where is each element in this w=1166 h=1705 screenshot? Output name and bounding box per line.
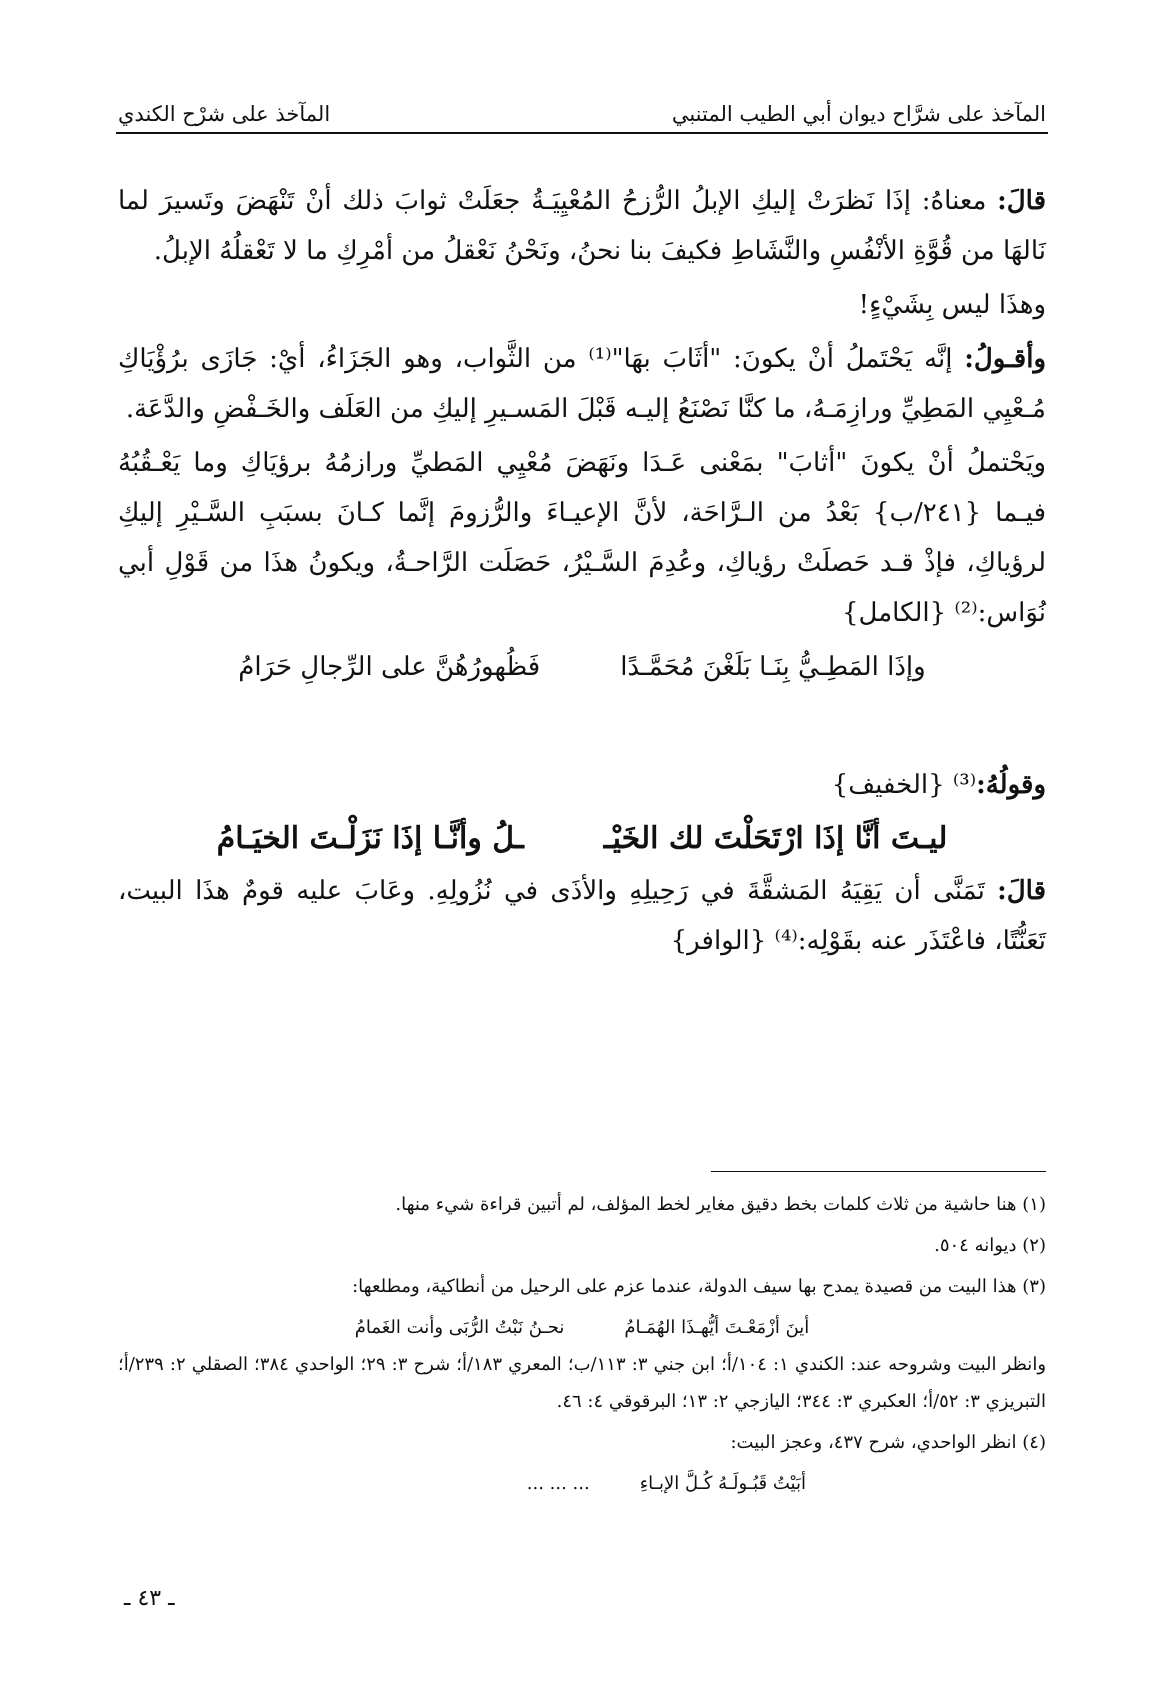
paragraph-text: معناهُ: إذَا نَظرَتْ إليكِ الإبلُ الرُّزحُ المُعْيِيَـةُ جعَلَتْ ثوابَ ذلك أنْ تَنْهَضَ وتَسيرَ لما نَالهَا من قُوَّةِ الأنْفُسِ والنَّشَاطِ فكيفَ بنا نحنُ، ونَحْنُ نَعْقلُ من أمْرِكِ ما لا تَعْقلُهُ الإبلُ. [118, 186, 1046, 266]
paragraph-text: ويَحْتملُ أنْ يكونَ "أثابَ" بمَعْنى عَـدَا ونَهَضَ مُعْيِي المَطيِّ ورازمُهُ برؤيَاكِ وما يَعْـقُبُهُ فيـما {٢٤١/ب} بَعْدُ من الـرَّاحَة، لأنَّ الإعيـاءَ والرُّزومَ إنَّما كـانَ بسبَبِ السَّـيْرِ إليكِ لرؤياكِ، فإذْ قـد حَصلَتْ رؤياكِ، وعُدِمَ السَّـيْرُ، حَصَلَت الرَّاحـةُ، ويكونُ هذَا من قَوْلِ أبي نُوَاس:⁽²⁾ {الكامل} [118, 448, 1046, 628]
footnote-2: (٢) ديوانه ٥٠٤. [934, 1235, 1046, 1256]
paragraph-text: وهذَا ليس بِشَيْءٍ! [858, 290, 1046, 320]
footnote-rule [711, 1171, 1046, 1172]
paragraph-4 [118, 438, 1046, 638]
paragraph-lead: وأقـولُ: [964, 344, 1047, 374]
footnote-1: (١) هنا حاشية من ثلاث كلمات بخط دقيق مغاير لخط المؤلف، لم أتبين قراءة شيء منها. [395, 1194, 1046, 1215]
spacer [118, 696, 1046, 760]
verse-first-hemistich: أينَ أزْمَعْـتَ أيُّهـذَا الهُمَـامُ [624, 1317, 810, 1338]
verse-second-hemistich: فَظُهورُهُنَّ على الرِّجالِ حَرَامُ [238, 652, 541, 682]
paragraph-2 [118, 280, 1046, 330]
paragraph-lead: قالَ: [997, 876, 1046, 906]
running-header [118, 84, 1046, 126]
verse-second-hemistich: أبَيْتُ قَبُـولَـهُ كُـلَّ الإبـاءِ [639, 1473, 806, 1494]
footnote-3-verse [118, 1309, 1046, 1346]
header-section-title: المآخذ على شرْح الكندي [118, 102, 331, 126]
paragraph-1 [118, 176, 1046, 276]
verse-second-hemistich: نحـنُ نَبْتُ الرُّبَى وأنت الغَمامُ [354, 1317, 565, 1338]
body-text [118, 176, 1046, 970]
verse-first-hemistich: وإذَا المَطِـيُّ بِنَـا بَلَغْنَ مُحَمَّـدًا [620, 652, 926, 682]
footnote-4: (٤) انظر الواحدي، شرح ٤٣٧، وعجز البيت: [730, 1432, 1046, 1453]
header-rule [116, 132, 1048, 134]
footnote-4-verse [118, 1465, 1046, 1502]
footnotes [118, 1186, 1046, 1502]
paragraph-lead: قالَ: [997, 186, 1046, 216]
verse-second-hemistich: ـلُ وأنَّـا إذَا نَزَلْـتَ الخيَـامُ [216, 821, 524, 856]
page-number: ـ ٤٣ ـ [124, 1586, 175, 1611]
paragraph-6 [118, 866, 1046, 966]
verse-abu-nuwas [118, 642, 1046, 692]
paragraph-lead: وقولُهُ: [976, 770, 1046, 800]
footnote-3-references: وانظر البيت وشروحه عند: الكندي ١: ١٠٤/أ؛ ابن جني ٣: ١١٣/ب؛ المعري ١٨٣/أ؛ شرح ٣: ٢٩؛ الواحدي ٣٨٤؛ الصقلي ٢: ٢٣٩/أ؛ التبريزي ٣: ٥٢/أ؛ العكبري ٣: ٣٤٤؛ اليازجي ٢: ١٣؛ البرقوقي ٤: ٤٦. [118, 1354, 1047, 1412]
paragraph-3 [118, 334, 1046, 434]
paragraph-text: إنَّه يَحْتَملُ أنْ يكونَ: "أثَابَ بهَا"⁽¹⁾ من الثَّواب، وهو الجَزَاءُ، أيْ: جَازَى برُؤْيَاكِ مُـعْيِي المَطِيِّ ورازِمَـهُ، ما كنَّا نَصْنَعُ إليـه قَبْلَ المَسـيرِ إليكِ من العَلَف والخَـفْضِ والدَّعَة. [118, 344, 1046, 424]
verse-main [118, 814, 1046, 864]
header-book-title: المآخذ على شرَّاح ديوان أبي الطيب المتنبي [671, 102, 1046, 126]
verse-ellipsis: ... ... ... [526, 1473, 590, 1494]
verse-first-hemistich: ليـتَ أنَّا إذَا ارْتَحَلْتَ لك الخَيْـ [603, 821, 948, 856]
paragraph-text: ⁽³⁾ {الخفيف} [831, 770, 977, 800]
paragraph-text: تَمَنَّى أن يَقِيَهُ المَشقَّةَ في رَحِيلِهِ والأذَى في نُزُولِهِ. وعَابَ عليه قومٌ هذَا البيت، تَعَنُّتًا، فاعْتَذَر عنه بقَوْلِه:⁽⁴⁾ {الوافر} [118, 876, 1046, 956]
footnote-3: (٣) هذا البيت من قصيدة يمدح بها سيف الدولة، عندما عزم على الرحيل من أنطاكية، ومطلعها: [352, 1276, 1046, 1297]
paragraph-5 [118, 760, 1046, 810]
